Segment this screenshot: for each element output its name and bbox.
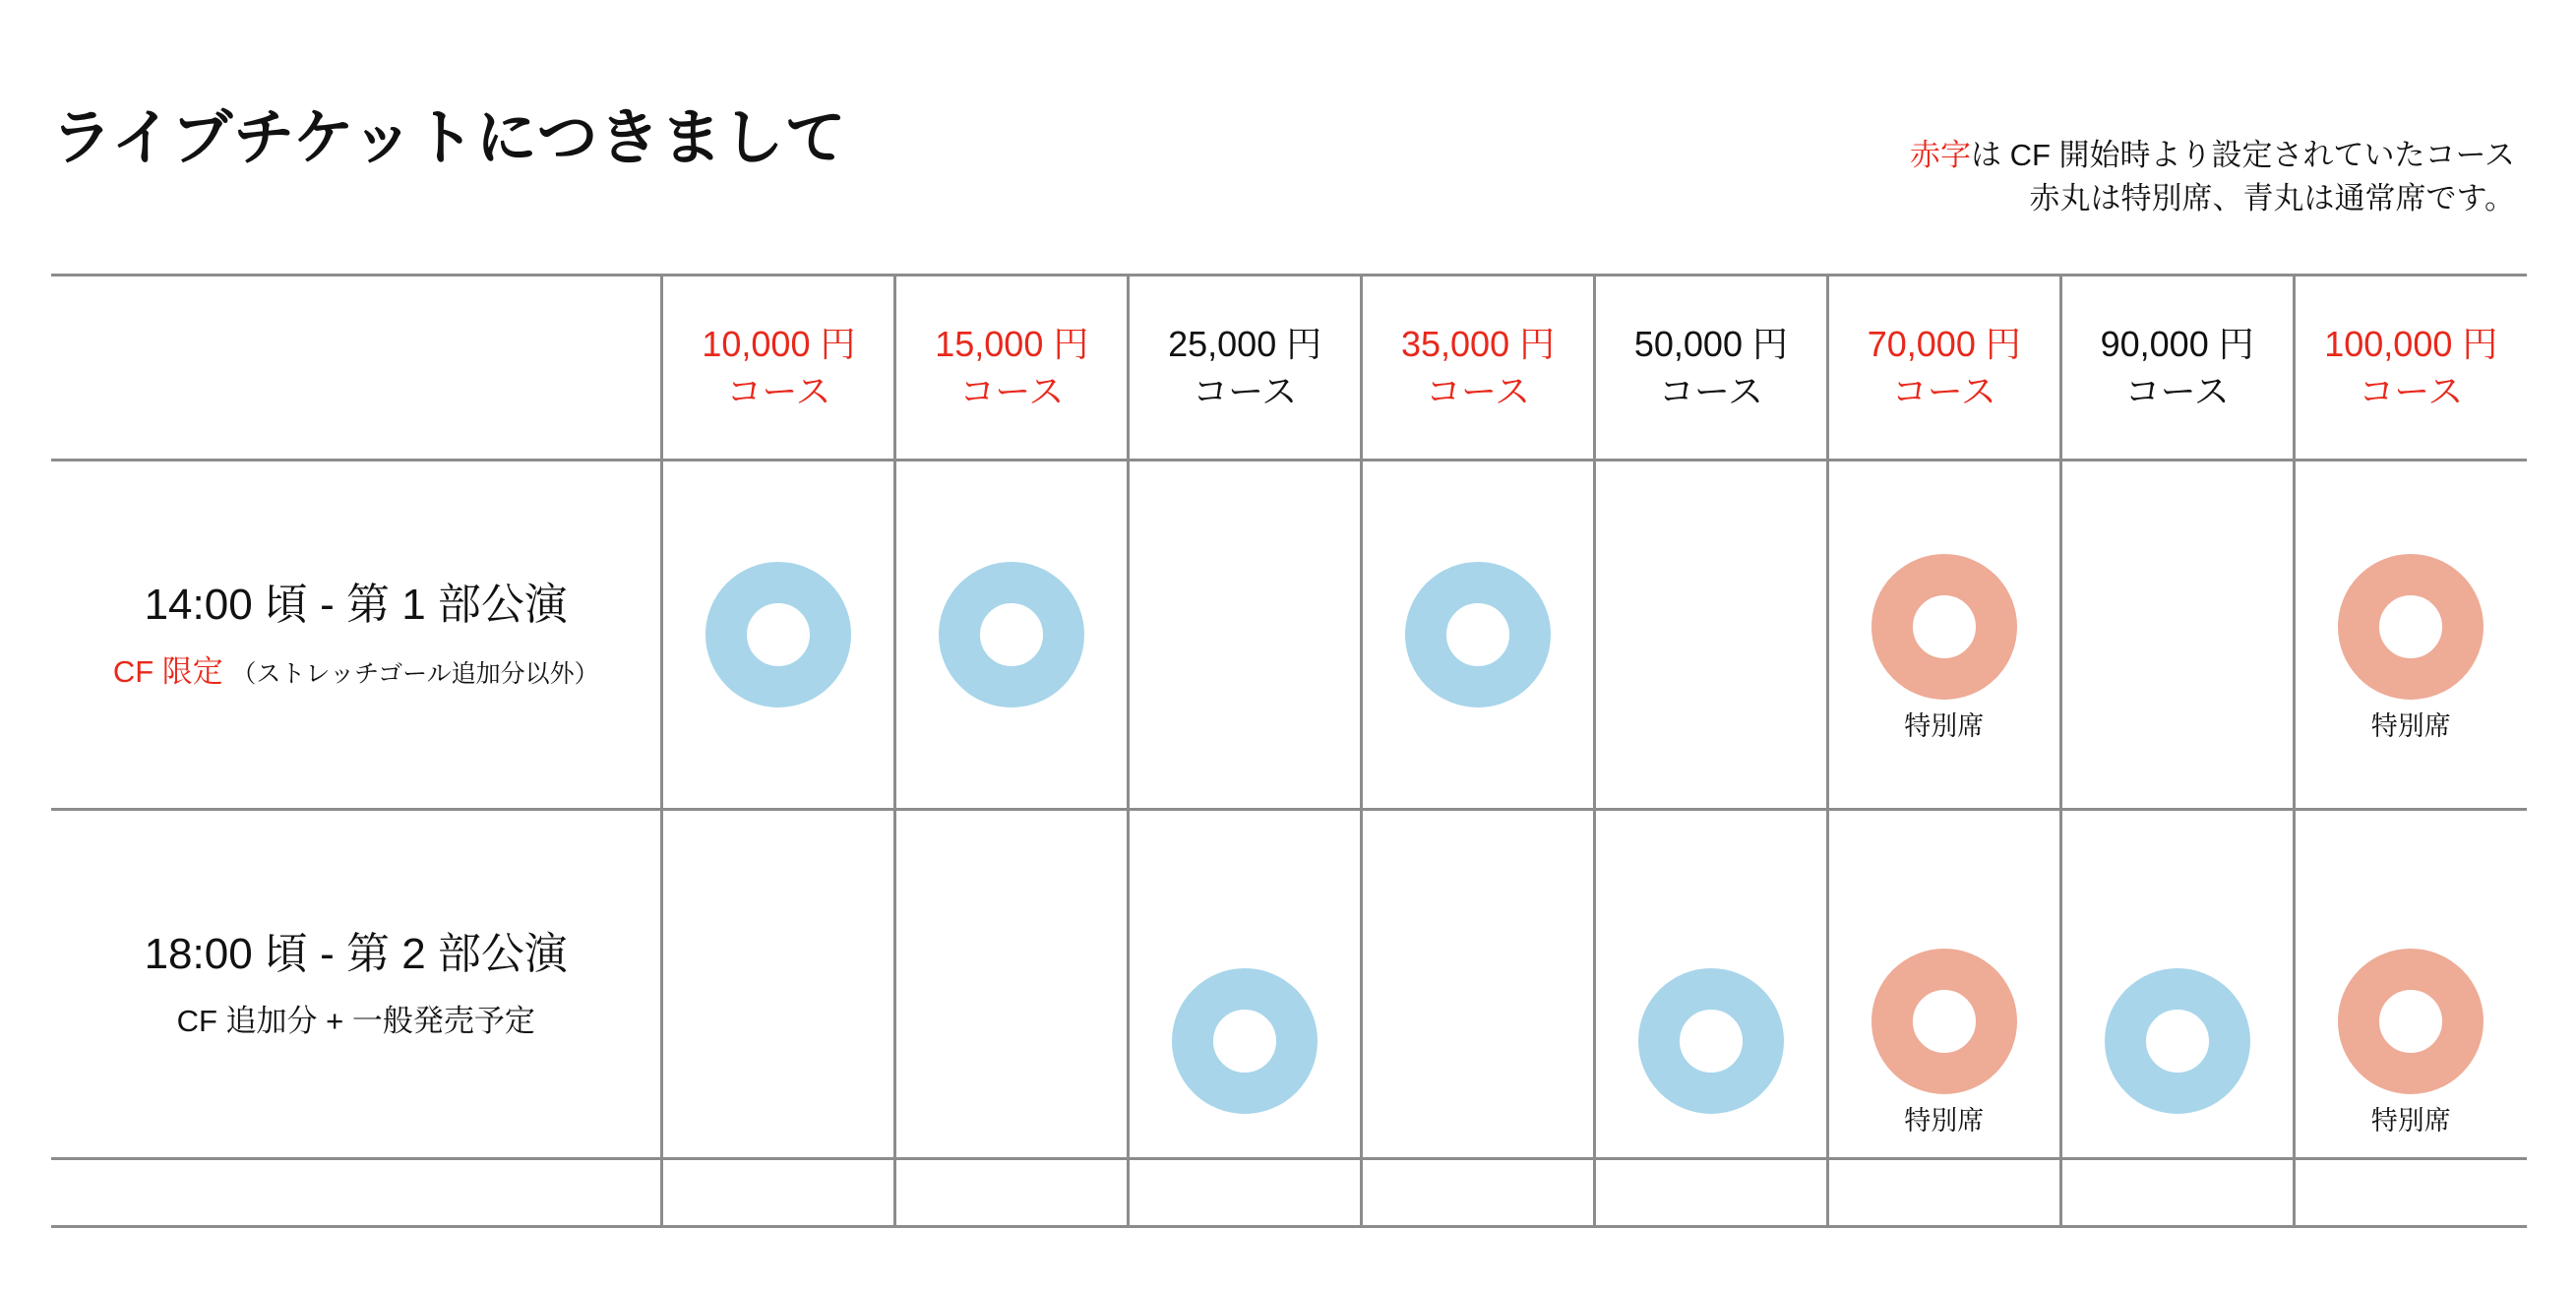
cell-note: 特別席 — [2370, 710, 2451, 741]
ticket-table-wrapper — [51, 274, 2527, 1228]
cell-show2-100000 — [2294, 810, 2527, 1159]
row-header-subtitle: CF 追加分 + 一般発売予定 — [176, 1003, 535, 1038]
cell-show2-70000 — [1827, 810, 2060, 1159]
column-header-amount: 50,000 円 — [1633, 323, 1788, 364]
table-footer-stub-row — [51, 1159, 2527, 1227]
column-header-unit: コース — [2124, 370, 2230, 411]
column-header-unit: コース — [1193, 370, 1298, 411]
footer-stub-cell — [1594, 1159, 1827, 1227]
column-header-amount: 90,000 円 — [2100, 323, 2254, 364]
column-header-amount: 10,000 円 — [702, 323, 856, 364]
column-header-15000 — [895, 276, 1129, 461]
footer-stub-cell — [1129, 1159, 1362, 1227]
cell-note: 特別席 — [2370, 1105, 2451, 1136]
blue-circle-icon — [1172, 968, 1318, 1114]
blue-circle-icon — [2105, 968, 2250, 1114]
blue-circle-icon — [1638, 968, 1784, 1114]
column-header-amount: 70,000 円 — [1867, 323, 2021, 364]
row-header-title: 18:00 頃 - 第 2 部公演 — [144, 930, 568, 978]
blue-circle-icon — [1405, 562, 1551, 707]
cell-show1-70000 — [1827, 461, 2060, 810]
cell-show1-25000 — [1129, 461, 1362, 810]
column-header-amount: 35,000 円 — [1400, 323, 1556, 364]
column-header-unit: コース — [1891, 370, 1996, 411]
legend-note-line-1 — [1910, 134, 2515, 177]
table-row — [51, 461, 2527, 810]
ticket-table — [51, 274, 2527, 1228]
legend-red-keyword: 赤字 — [1910, 138, 1971, 172]
cell-show2-90000 — [2060, 810, 2294, 1159]
row-header-show-2 — [51, 810, 662, 1159]
cell-show1-10000 — [662, 461, 895, 810]
cell-show2-35000 — [1362, 810, 1595, 1159]
footer-stub-cell — [1827, 1159, 2060, 1227]
red-circle-icon — [2338, 554, 2484, 700]
footer-stub-cell — [895, 1159, 1129, 1227]
column-header-unit: コース — [1658, 370, 1764, 411]
red-circle-icon — [1871, 554, 2017, 700]
footer-stub-cell — [51, 1159, 662, 1227]
cell-show1-100000 — [2294, 461, 2527, 810]
cell-show1-15000 — [895, 461, 1129, 810]
cell-show2-10000 — [662, 810, 895, 1159]
row-header-show-1 — [51, 461, 662, 810]
red-circle-icon — [1871, 949, 2017, 1094]
column-header-amount: 100,000 円 — [2324, 323, 2498, 364]
cell-show1-90000 — [2060, 461, 2294, 810]
page-title: ライブチケットにつきまして — [51, 104, 847, 172]
legend-notes — [1910, 134, 2515, 220]
column-header-unit: コース — [1425, 370, 1531, 411]
row-header-subtitle — [51, 653, 660, 690]
column-header-amount: 15,000 円 — [935, 323, 1089, 364]
footer-stub-cell — [2294, 1159, 2527, 1227]
cell-note: 特別席 — [1904, 710, 1985, 741]
red-circle-icon — [2338, 949, 2484, 1094]
row-header-subtitle-note: （ストレッチゴール追加分以外） — [231, 659, 599, 688]
blue-circle-icon — [939, 562, 1084, 707]
cell-show2-50000 — [1594, 810, 1827, 1159]
cell-show1-35000 — [1362, 461, 1595, 810]
column-header-10000 — [662, 276, 895, 461]
footer-stub-cell — [662, 1159, 895, 1227]
column-header-unit: コース — [726, 370, 831, 411]
column-header-100000 — [2294, 276, 2527, 461]
column-header-unit: コース — [2359, 370, 2464, 411]
cell-show2-25000 — [1129, 810, 1362, 1159]
cell-show2-15000 — [895, 810, 1129, 1159]
legend-note-line-1-rest: は CF 開始時より設定されていたコース — [1971, 138, 2515, 172]
blue-circle-icon — [705, 562, 851, 707]
column-header-unit: コース — [959, 370, 1065, 411]
table-row — [51, 810, 2527, 1159]
row-header-subtitle-red: CF 限定 — [112, 653, 223, 689]
row-header-title: 14:00 頃 - 第 1 部公演 — [144, 581, 568, 629]
footer-stub-cell — [1362, 1159, 1595, 1227]
footer-stub-cell — [2060, 1159, 2294, 1227]
column-header-35000 — [1362, 276, 1595, 461]
cell-note: 特別席 — [1904, 1105, 1985, 1136]
column-header-50000 — [1594, 276, 1827, 461]
column-header-90000 — [2060, 276, 2294, 461]
cell-show1-50000 — [1594, 461, 1827, 810]
column-header-70000 — [1827, 276, 2060, 461]
table-corner-cell — [51, 276, 662, 461]
legend-note-line-2: 赤丸は特別席、青丸は通常席です。 — [2029, 181, 2515, 216]
table-header-row — [51, 276, 2527, 461]
column-header-25000 — [1129, 276, 1362, 461]
column-header-amount: 25,000 円 — [1168, 323, 1322, 364]
